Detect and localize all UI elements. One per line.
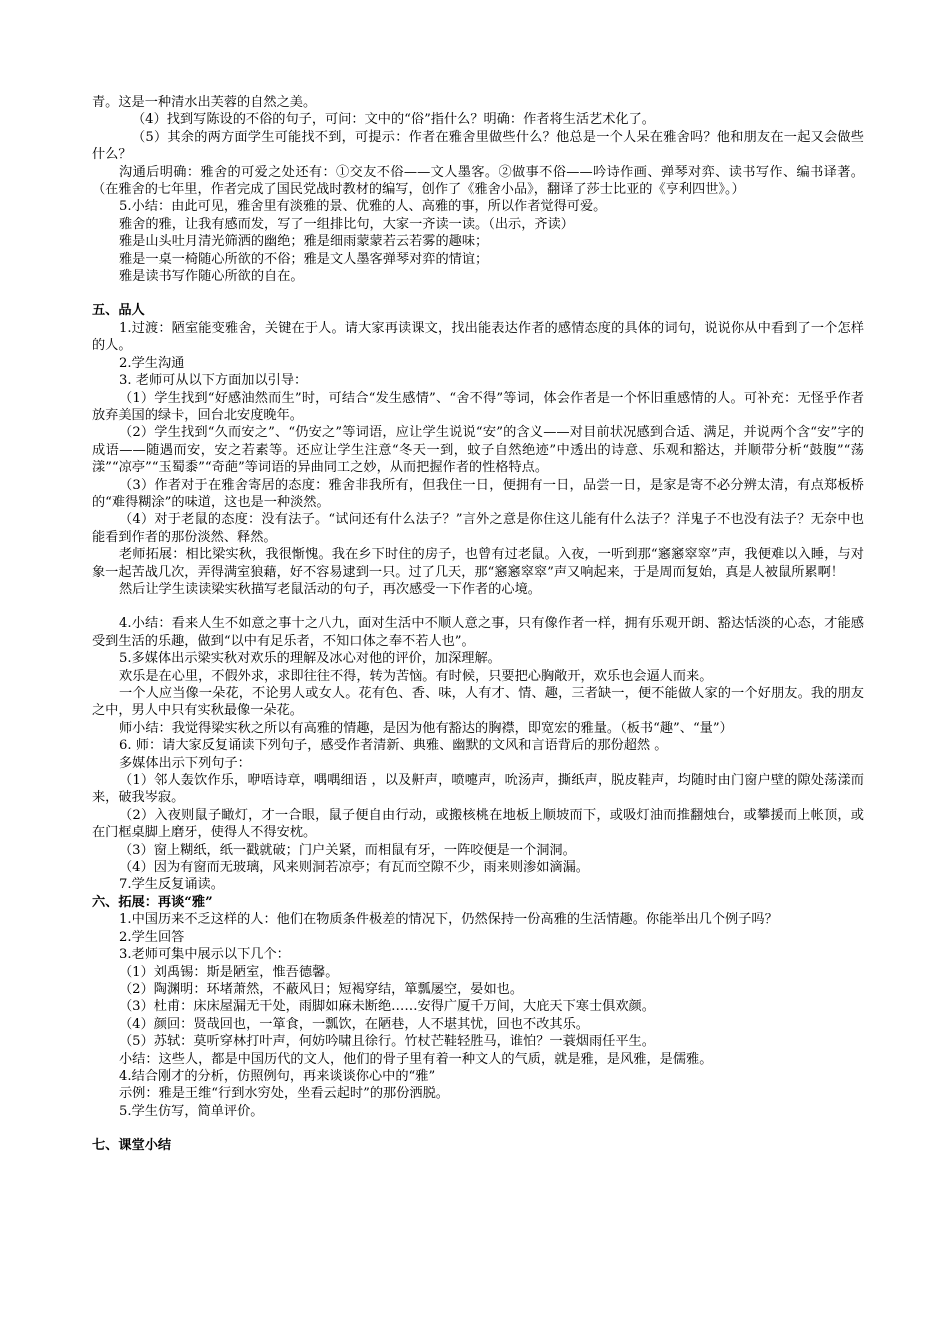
paragraph: 欢乐是在心里，不假外求，求即往往不得，转为苦恼。有时候，只要把心胸敞开，欢乐也会逼人而来。 <box>119 668 713 684</box>
paragraph: 2.学生沟通 <box>119 355 185 371</box>
paragraph: 小结：这些人，都是中国历代的文人，他们的骨子里有着一种文人的气质，就是雅，是风雅，是儒雅。 <box>119 1051 713 1067</box>
paragraph: 多媒体出示下列句子： <box>119 755 251 771</box>
paragraph: 3.老师可集中展示以下几个： <box>119 947 290 963</box>
paragraph: 青。这是一种清水出芙蓉的自然之美。 <box>92 95 317 110</box>
paragraph: （4）找到写陈设的不俗的句子，可问：文中的“俗”指什么？明确：作者将生活艺术化了。 <box>132 112 655 128</box>
section-pinren <box>92 320 864 599</box>
paragraph: 1.中国历来不乏这样的人：他们在物质条件极差的情况下，仍然保持一份高雅的生活情趣。你能举出几个例子吗？ <box>119 912 778 928</box>
paragraph: 1.过渡：陋室能变雅舍，关键在于人。请大家再读课文，找出能表达作者的感情态度的具体的词句，说说你从中看到了一个怎样的人。 <box>92 320 864 354</box>
section-heading-5: 五、品人 <box>92 303 145 319</box>
paragraph: （3）作者对于在雅舍寄居的态度：雅舍非我所有，但我住一日，便拥有一日，品尝一日，是家是寄不必分辨太清，有点郑板桥的“难得糊涂”的味道，这也是一种淡然。 <box>92 477 864 510</box>
paragraph: 一个人应当像一朵花，不论男人或女人。花有色、香、味，人有才、情、趣，三者缺一，便不能做人家的一个好朋友。我的朋友之中，男人中只有实秋最像一朵花。 <box>92 686 864 719</box>
paragraph: 5.小结：由此可见，雅舍里有淡雅的景、优雅的人、高雅的事，所以作者觉得可爱。 <box>119 199 607 215</box>
paragraph: 沟通后明确：雅舍的可爱之处还有：①交友不俗——文人墨客。②做事不俗——吟诗作画、弹琴对弈、读书写作、编书译著。（在雅舍的七年里，作者完成了国民党战时教材的编写，创作了《雅舍小品》，翻译了莎士比亚的《亨利四世》。） <box>92 164 864 198</box>
paragraph: （5）其余的两方面学生可能找不到，可提示：作者在雅舍里做些什么？他总是一个人呆在雅舍吗？他和朋友在一起又会做些什么？ <box>92 129 864 163</box>
paragraph: （1）学生找到“好感油然而生”时，可结合“发生感情”、“舍不得”等词，体会作者是一个怀旧重感情的人。可补充：无怪乎作者放弃美国的绿卡，回台北安度晚年。 <box>92 390 864 423</box>
paragraph: 7.学生反复诵读。 <box>119 877 224 893</box>
section-heading-6: 六、拓展：再谈“雅” <box>92 894 213 910</box>
paragraph: （1）邻人轰饮作乐，咿唔诗章，喁喁细语 ，以及鼾声，喷嚏声，吮汤声，撕纸声，脱皮鞋声，均随时由门窗户壁的隙处荡漾而来，破我岑寂。 <box>92 773 864 806</box>
paragraph: 5.多媒体出示梁实秋对欢乐的理解及冰心对他的评价，加深理解。 <box>119 651 501 667</box>
section-heading-7: 七、课堂小结 <box>92 1138 172 1154</box>
section-pinren-summary <box>92 615 864 894</box>
document-page <box>92 94 864 1155</box>
paragraph: 老师拓展：相比梁实秋，我很惭愧。我在乡下时住的房子，也曾有过老鼠。入夜，一听到那“窸窸窣窣”声，我便难以入睡，与对象一起苦战几次，弄得满室狼藉，好不容易逮到一只。过了几天，那“窸窸窣窣”声又响起来，于是周而复始，真是人被鼠所累啊！ <box>92 547 864 580</box>
paragraph: 3. 老师可从以下方面加以引导： <box>119 373 308 389</box>
paragraph: 雅是一桌一椅随心所欲的不俗；雅是文人墨客弹琴对弈的情谊； <box>119 251 489 267</box>
paragraph: 雅是读书写作随心所欲的自在。 <box>119 269 304 285</box>
paragraph: （2）陶渊明：环堵萧然，不蔽风日；短褐穿结，箪瓢屡空，晏如也。 <box>119 981 524 997</box>
paragraph: 6. 师：请大家反复诵读下列句子，感受作者清新、典雅、幽默的文风和言语背后的那份超然 。 <box>119 738 668 754</box>
paragraph: 4.小结：看来人生不如意之事十之八九，面对生活中不顺人意之事，只有像作者一样，拥有乐观开朗、豁达恬淡的心态，才能感受到生活的乐趣，做到“以中有足乐者，不知口体之奉不若人也”。 <box>92 616 864 649</box>
paragraph: 示例：雅是王维“行到水穷处，坐看云起时”的那份洒脱。 <box>119 1086 449 1102</box>
paragraph: （2）学生找到“久而安之”、“仍安之”等词语，应让学生说说“安”的含义——对目前状况感到合适、满足，并说两个含“安”字的成语——随遇而安，安之若素等。还应让学生注意“冬天一到，蚊子自然绝迹”中透出的诗意、乐观和豁达，并顺带分析“鼓腹”“荡漾”“凉亭”“玉蜀黍”“奇葩”等词语的异曲同工之妙，从而把握作者的性格特点。 <box>92 425 864 476</box>
paragraph: 2.学生回答 <box>119 929 185 945</box>
paragraph: 4.结合刚才的分析，仿照例句，再来谈谈你心中的“雅” <box>119 1068 436 1084</box>
paragraph: （3）窗上糊纸，纸一戳就破；门户关紧，而相鼠有牙，一阵咬便是一个洞洞。 <box>119 842 576 858</box>
paragraph: 雅舍的雅，让我有感而发，写了一组排比句，大家一齐读一读。（出示，齐读） <box>119 216 574 232</box>
paragraph: （3）杜甫：床床屋漏无干处，雨脚如麻未断绝……安得广厦千万间，大庇天下寒士俱欢颜。 <box>119 999 655 1015</box>
paragraph: （4）颜回：贤哉回也，一箪食，一瓢饮，在陋巷，人不堪其忧，回也不改其乐。 <box>119 1016 589 1032</box>
paragraph: 雅是山头吐月清光筛洒的幽绝；雅是细雨蒙蒙若云若雾的趣味； <box>119 234 489 250</box>
paragraph: 师小结：我觉得梁实秋之所以有高雅的情趣，是因为他有豁达的胸襟，即宽宏的雅量。（板书“趣”、“量”） <box>119 720 733 736</box>
section-yashe-continued <box>92 94 864 285</box>
paragraph: （2）入夜则鼠子瞰灯，才一合眼，鼠子便自由行动，或搬核桃在地板上顺坡而下，或吸灯油而推翻烛台，或攀援而上帐顶，或在门框桌脚上磨牙，使得人不得安枕。 <box>92 807 864 841</box>
paragraph: （1）刘禹锡：斯是陋室，惟吾德馨。 <box>119 964 339 980</box>
section-extension <box>92 911 864 1120</box>
paragraph: 5.学生仿写，简单评价。 <box>119 1103 264 1119</box>
paragraph: （4）因为有窗而无玻璃，风来则洞若凉亭；有瓦而空隙不少，雨来则渗如滴漏。 <box>119 860 589 876</box>
paragraph: （4）对于老鼠的态度：没有法子。“试问还有什么法子？”言外之意是你住这儿能有什么法子？洋鬼子不也没有法子？无奈中也能看到作者的那份淡然、释然。 <box>92 512 864 545</box>
paragraph: 然后让学生读读梁实秋描写老鼠活动的句子，再次感受一下作者的心境。 <box>119 581 541 597</box>
paragraph: （5）苏轼：莫听穿林打叶声，何妨吟啸且徐行。竹杖芒鞋轻胜马，谁怕？一蓑烟雨任平生。 <box>119 1034 655 1050</box>
